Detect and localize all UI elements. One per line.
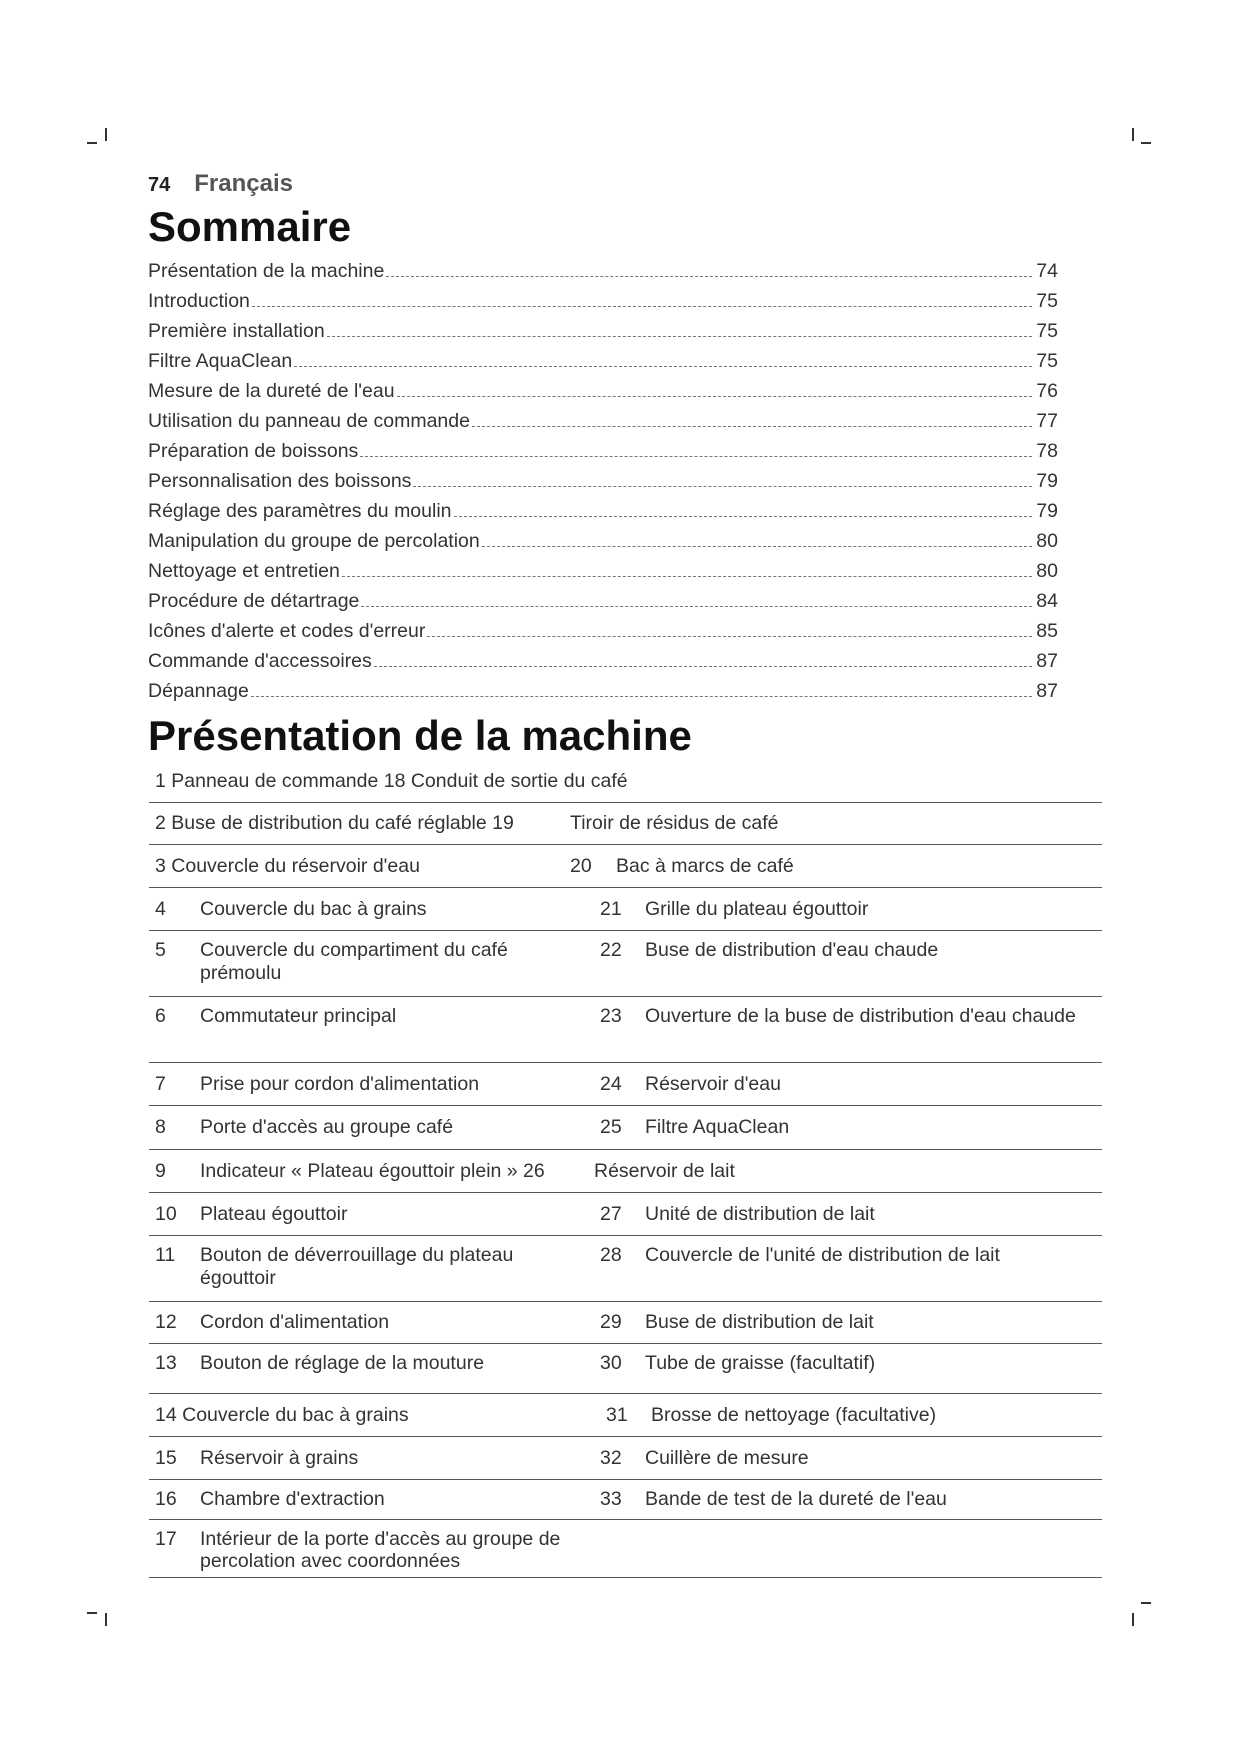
toc-entry-page: 76 — [1036, 380, 1058, 402]
crop-mark — [1132, 128, 1134, 141]
part-number: 23 — [600, 1005, 622, 1027]
crop-mark — [105, 128, 107, 141]
part-label: Bouton de déverrouillage du plateau égouttoir — [200, 1244, 514, 1289]
toc-leader — [482, 546, 1033, 547]
toc-entry-page: 80 — [1036, 560, 1058, 582]
part-item — [149, 1073, 594, 1096]
toc-entry-title: Introduction — [148, 290, 250, 312]
toc-entry[interactable] — [148, 343, 1058, 373]
toc-entry-page: 78 — [1036, 440, 1058, 462]
part-label: Unité de distribution de lait — [645, 1202, 875, 1225]
table-of-contents — [148, 253, 1058, 703]
part-item — [600, 1404, 1102, 1427]
toc-entry-page: 79 — [1036, 470, 1058, 492]
part-item — [149, 1488, 594, 1511]
toc-entry-title: Commande d'accessoires — [148, 650, 372, 672]
toc-entry-title: Nettoyage et entretien — [148, 560, 340, 582]
crop-mark — [1141, 142, 1151, 144]
toc-entry[interactable] — [148, 523, 1058, 553]
toc-leader — [427, 636, 1032, 637]
page-number: 74 — [148, 174, 171, 196]
part-item — [594, 939, 1102, 996]
toc-entry-title: Manipulation du groupe de percolation — [148, 530, 480, 552]
parts-row — [149, 845, 1102, 888]
part-label: Buse de distribution d'eau chaude — [645, 939, 939, 961]
part-label: Tube de graisse (facultatif) — [645, 1352, 876, 1374]
part-label: Couvercle du bac à grains — [200, 897, 427, 920]
part-label: Cordon d'alimentation — [200, 1311, 390, 1333]
part-item — [149, 1528, 594, 1577]
toc-entry-page: 75 — [1036, 320, 1058, 342]
part-number: 15 — [155, 1446, 177, 1469]
part-item — [149, 939, 594, 996]
page-header — [148, 170, 293, 198]
parts-merged-text: 3 Couvercle du réservoir d'eau — [155, 854, 420, 877]
part-number: 28 — [600, 1244, 622, 1266]
part-number: 22 — [600, 939, 622, 961]
part-label: Chambre d'extraction — [200, 1488, 385, 1510]
part-item — [149, 1203, 594, 1226]
toc-entry[interactable] — [148, 673, 1058, 703]
toc-entry-title: Réglage des paramètres du moulin — [148, 500, 452, 522]
part-number: 6 — [155, 1005, 166, 1027]
parts-row — [149, 1480, 1102, 1520]
crop-mark — [87, 1612, 97, 1614]
parts-merged-text: 2 Buse de distribution du café réglable 19 — [155, 812, 514, 834]
parts-row — [149, 1193, 1102, 1236]
part-item — [594, 1244, 1102, 1301]
toc-entry[interactable] — [148, 583, 1058, 613]
part-label: Couvercle de l'unité de distribution de lait — [645, 1244, 1000, 1266]
toc-leader — [413, 486, 1032, 487]
toc-leader — [327, 336, 1033, 337]
parts-merged-text: 20 — [570, 854, 592, 877]
toc-entry-title: Dépannage — [148, 680, 249, 702]
toc-entry-page: 79 — [1036, 500, 1058, 522]
part-label: Grille du plateau égouttoir — [645, 897, 869, 920]
parts-row — [149, 931, 1102, 997]
toc-leader — [397, 396, 1033, 397]
part-number: 31 — [606, 1403, 628, 1426]
part-item — [594, 1073, 1102, 1096]
part-item — [149, 1352, 594, 1393]
part-item — [149, 1311, 594, 1334]
toc-leader — [294, 366, 1032, 367]
crop-mark — [1141, 1602, 1151, 1604]
part-item — [594, 1352, 1102, 1393]
part-item — [594, 1116, 1102, 1139]
part-number: 4 — [155, 897, 166, 920]
part-item — [594, 1311, 1102, 1334]
parts-merged-text: Bac à marcs de café — [616, 854, 794, 877]
toc-leader — [454, 516, 1033, 517]
part-item — [594, 1488, 1102, 1511]
part-item — [594, 1005, 1102, 1062]
crop-mark — [1132, 1613, 1134, 1626]
part-item — [594, 1447, 1102, 1470]
toc-entry-title: Première installation — [148, 320, 325, 342]
toc-leader — [360, 456, 1032, 457]
toc-entry[interactable] — [148, 313, 1058, 343]
toc-entry-title: Préparation de boissons — [148, 440, 359, 462]
part-number: 29 — [600, 1311, 622, 1333]
toc-entry-title: Icônes d'alerte et codes d'erreur — [148, 620, 426, 642]
toc-entry[interactable] — [148, 373, 1058, 403]
crop-mark — [87, 142, 97, 144]
part-number: 32 — [600, 1446, 622, 1469]
parts-row — [149, 1394, 1102, 1437]
toc-entry-title: Filtre AquaClean — [148, 350, 293, 372]
toc-entry-title: Utilisation du panneau de commande — [148, 410, 470, 432]
part-number: 10 — [155, 1202, 177, 1225]
toc-entry-title: Mesure de la dureté de l'eau — [148, 380, 395, 402]
part-label: Intérieur de la porte d'accès au groupe de percolation avec coordonnées — [200, 1528, 561, 1573]
toc-entry[interactable] — [148, 613, 1058, 643]
toc-entry[interactable] — [148, 253, 1058, 283]
part-number: 8 — [155, 1116, 166, 1138]
part-label: Filtre AquaClean — [645, 1116, 790, 1138]
toc-leader — [252, 306, 1032, 307]
toc-entry[interactable] — [148, 283, 1058, 313]
part-label: Ouverture de la buse de distribution d'eau chaude — [645, 1005, 1076, 1027]
toc-leader — [361, 606, 1032, 607]
toc-entry-page: 74 — [1036, 260, 1058, 282]
part-item — [149, 1244, 594, 1301]
part-number: 24 — [600, 1072, 622, 1095]
parts-row — [149, 1520, 1102, 1578]
part-number: 13 — [155, 1352, 177, 1374]
parts-row — [149, 1106, 1102, 1150]
toc-entry-page: 77 — [1036, 410, 1058, 432]
part-number: 12 — [155, 1311, 177, 1333]
toc-entry[interactable] — [148, 463, 1058, 493]
part-label: Brosse de nettoyage (facultative) — [651, 1403, 937, 1426]
toc-entry-page: 75 — [1036, 350, 1058, 372]
parts-list — [149, 763, 1102, 1578]
toc-entry-page: 84 — [1036, 590, 1058, 612]
parts-merged-text: 1 Panneau de commande 18 Conduit de sortie du café — [155, 770, 628, 792]
toc-entry[interactable] — [148, 403, 1058, 433]
toc-entry-page: 87 — [1036, 650, 1058, 672]
parts-row — [149, 1063, 1102, 1106]
part-number: 17 — [155, 1528, 177, 1550]
part-item — [594, 898, 1102, 921]
part-number: 16 — [155, 1488, 177, 1510]
part-number: 25 — [600, 1116, 622, 1138]
toc-entry-page: 80 — [1036, 530, 1058, 552]
part-label: Bouton de réglage de la mouture — [200, 1352, 485, 1374]
parts-row — [149, 888, 1102, 931]
toc-leader — [374, 666, 1033, 667]
parts-row — [149, 997, 1102, 1063]
toc-title: Sommaire — [148, 203, 352, 250]
toc-entry-page: 87 — [1036, 680, 1058, 702]
parts-merged-text: Indicateur « Plateau égouttoir plein » 26 — [200, 1159, 545, 1182]
toc-entry[interactable] — [148, 643, 1058, 673]
parts-row — [149, 803, 1102, 845]
page-language: Français — [194, 170, 293, 197]
parts-row — [149, 1236, 1102, 1302]
toc-leader — [251, 696, 1032, 697]
part-item — [149, 1447, 594, 1470]
part-item — [149, 898, 594, 921]
toc-entry-page: 85 — [1036, 620, 1058, 642]
part-number: 30 — [600, 1352, 622, 1374]
part-number: 5 — [155, 939, 166, 961]
parts-merged-text: Tiroir de résidus de café — [570, 812, 779, 834]
toc-entry[interactable] — [148, 553, 1058, 583]
parts-merged-text: Réservoir de lait — [594, 1159, 735, 1182]
part-label: Buse de distribution de lait — [645, 1311, 874, 1333]
part-label: Plateau égouttoir — [200, 1202, 348, 1225]
part-label: Réservoir à grains — [200, 1446, 359, 1469]
part-label: Bande de test de la dureté de l'eau — [645, 1488, 947, 1510]
parts-row — [149, 1437, 1102, 1480]
toc-leader — [386, 276, 1032, 277]
parts-merged-text: 14 Couvercle du bac à grains — [155, 1403, 409, 1426]
part-item — [594, 1203, 1102, 1226]
part-number: 33 — [600, 1488, 622, 1510]
parts-row — [149, 1302, 1102, 1344]
toc-entry-page: 75 — [1036, 290, 1058, 312]
part-label: Porte d'accès au groupe café — [200, 1116, 454, 1138]
toc-leader — [472, 426, 1032, 427]
part-number: 7 — [155, 1072, 166, 1095]
part-label: Couvercle du compartiment du café prémoulu — [200, 939, 508, 984]
part-label: Prise pour cordon d'alimentation — [200, 1072, 480, 1095]
toc-entry-title: Personnalisation des boissons — [148, 470, 412, 492]
toc-entry-title: Procédure de détartrage — [148, 590, 360, 612]
section-title: Présentation de la machine — [148, 712, 692, 759]
part-label: Cuillère de mesure — [645, 1446, 809, 1469]
part-item — [149, 1116, 594, 1139]
toc-leader — [342, 576, 1032, 577]
parts-row — [149, 1344, 1102, 1394]
part-number: 21 — [600, 897, 622, 920]
toc-entry[interactable] — [148, 433, 1058, 463]
parts-row — [149, 763, 1102, 800]
part-number: 11 — [155, 1244, 176, 1266]
part-label: Commutateur principal — [200, 1005, 397, 1027]
part-number: 9 — [155, 1159, 166, 1182]
part-number: 27 — [600, 1202, 622, 1225]
part-item — [149, 1005, 594, 1062]
toc-entry-title: Présentation de la machine — [148, 260, 385, 282]
crop-mark — [105, 1613, 107, 1626]
part-label: Réservoir d'eau — [645, 1072, 781, 1095]
toc-entry[interactable] — [148, 493, 1058, 523]
parts-row — [149, 1150, 1102, 1193]
